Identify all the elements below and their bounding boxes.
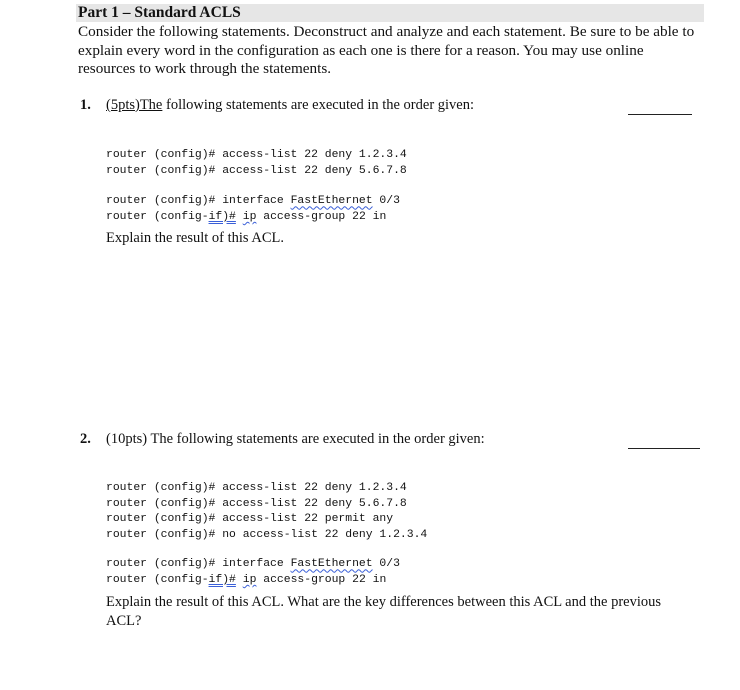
question-1-acl-code [106, 133, 407, 179]
code-line: router (config)# access-list 22 deny 5.6.7.8 [106, 497, 407, 510]
question-1-answer-blank[interactable] [628, 114, 692, 115]
code-line: router (config)# access-list 22 permit any [106, 513, 394, 526]
question-2-prompt [106, 431, 485, 448]
question-1-points: (5pts)The [106, 97, 163, 113]
question-2-interface-code [106, 542, 400, 588]
spellcheck-word: FastEthernet [290, 195, 373, 208]
spellcheck-word: FastEthernet [290, 558, 373, 571]
question-2-explain: Explain the result of this ACL. What are the key differences between this ACL and the previous ACL? [106, 594, 662, 629]
section-title: Part 1 – Standard ACLS [78, 4, 241, 21]
code-line: router (config)# interface FastEthernet 0/3 [106, 195, 400, 208]
question-1-text: following statements are executed in the order given: [162, 97, 475, 113]
grammar-word: if)# [208, 210, 236, 223]
grammar-word: if)# [208, 573, 236, 586]
code-line: router (config)# access-list 22 deny 5.6.7.8 [106, 164, 407, 177]
code-line: router (config)# access-list 22 deny 1.2.3.4 [106, 149, 407, 162]
question-2-text: The following statements are executed in the order given: [147, 431, 485, 447]
question-2-number: 2. [80, 431, 91, 447]
spellcheck-word: ip [242, 210, 257, 223]
question-1-interface-code [106, 179, 400, 225]
question-1-explain: Explain the result of this ACL. [106, 230, 285, 246]
question-2-points: (10pts) [106, 431, 148, 447]
intro-paragraph: Consider the following statements. Deconstruct and analyze and each statement. Be sure to be able to explain every word in the configuration as each one is there for a reason. You may use online resources to work through the statements. [78, 23, 695, 77]
question-1-prompt [106, 97, 474, 114]
code-line: router (config)# interface FastEthernet 0/3 [106, 558, 400, 571]
code-line: router (config)# no access-list 22 deny 1.2.3.4 [106, 528, 428, 541]
spellcheck-word: ip [242, 573, 257, 586]
question-1-number: 1. [80, 97, 91, 113]
code-line: router (config)# access-list 22 deny 1.2.3.4 [106, 482, 407, 495]
question-2-acl-code [106, 466, 427, 543]
question-2-answer-blank[interactable] [628, 448, 700, 449]
code-line: router (config-if)# ip access-group 22 in [106, 573, 387, 586]
code-line: router (config-if)# ip access-group 22 in [106, 210, 387, 223]
